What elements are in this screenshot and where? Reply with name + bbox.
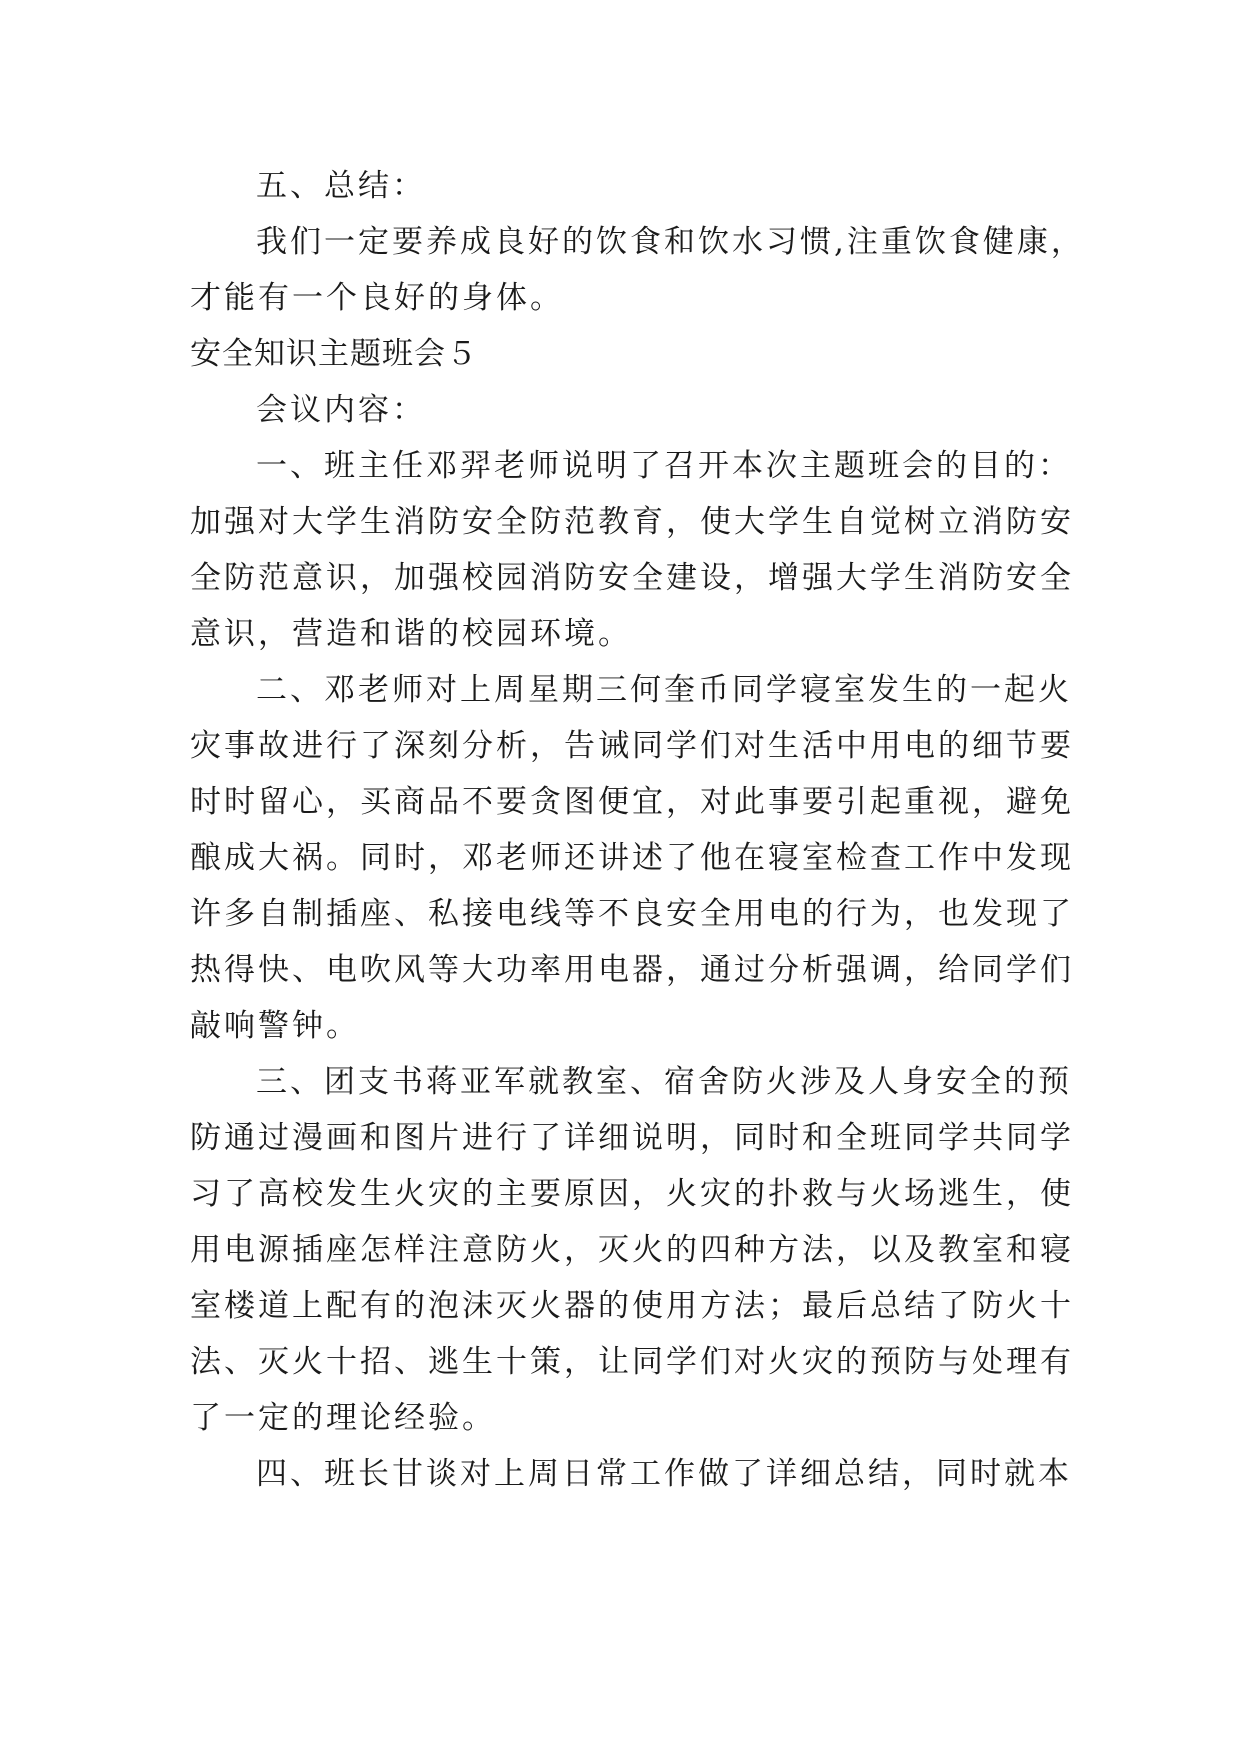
paragraph-line: 习了高校发生火灾的主要原因，火灾的扑救与火场逃生，使 xyxy=(190,1176,1074,1212)
paragraph-line: 许多自制插座、私接电线等不良安全用电的行为，也发现了 xyxy=(190,896,1074,932)
paragraph-line: 才能有一个良好的身体。 xyxy=(190,280,564,316)
paragraph-line: 全防范意识，加强校园消防安全建设，增强大学生消防安全 xyxy=(190,560,1074,596)
section-title: 安全知识主题班会５ xyxy=(190,336,478,372)
paragraph-line: 一、班主任邓羿老师说明了召开本次主题班会的目的： xyxy=(256,448,1072,484)
paragraph-line: 灾事故进行了深刻分析，告诫同学们对生活中用电的细节要 xyxy=(190,728,1074,764)
paragraph-line: 室楼道上配有的泡沫灭火器的使用方法；最后总结了防火十 xyxy=(190,1288,1074,1324)
paragraph-line: 意识，营造和谐的校园环境。 xyxy=(190,616,632,652)
paragraph-line: 热得快、电吹风等大功率用电器，通过分析强调，给同学们 xyxy=(190,952,1074,988)
paragraph-line: 防通过漫画和图片进行了详细说明，同时和全班同学共同学 xyxy=(190,1120,1074,1156)
paragraph-line: 敲响警钟。 xyxy=(190,1008,360,1044)
subheading-meeting-content: 会议内容： xyxy=(256,392,426,428)
paragraph-line: 三、团支书蒋亚军就教室、宿舍防火涉及人身安全的预 xyxy=(256,1064,1072,1100)
paragraph-line: 我们一定要养成良好的饮食和饮水习惯,注重饮食健康， xyxy=(256,224,1085,260)
paragraph-line: 用电源插座怎样注意防火，灭火的四种方法，以及教室和寝 xyxy=(190,1232,1074,1268)
paragraph-line: 二、邓老师对上周星期三何奎币同学寝室发生的一起火 xyxy=(256,672,1072,708)
paragraph-line: 时时留心，买商品不要贪图便宜，对此事要引起重视，避免 xyxy=(190,784,1074,820)
paragraph-line: 了一定的理论经验。 xyxy=(190,1400,496,1436)
section-heading-summary: 五、总结： xyxy=(256,168,426,204)
paragraph-line: 酿成大祸。同时，邓老师还讲述了他在寝室检查工作中发现 xyxy=(190,840,1074,876)
paragraph-line: 加强对大学生消防安全防范教育，使大学生自觉树立消防安 xyxy=(190,504,1074,540)
paragraph-line: 法、灭火十招、逃生十策，让同学们对火灾的预防与处理有 xyxy=(190,1344,1074,1380)
paragraph-line: 四、班长甘谈对上周日常工作做了详细总结，同时就本 xyxy=(256,1456,1072,1492)
